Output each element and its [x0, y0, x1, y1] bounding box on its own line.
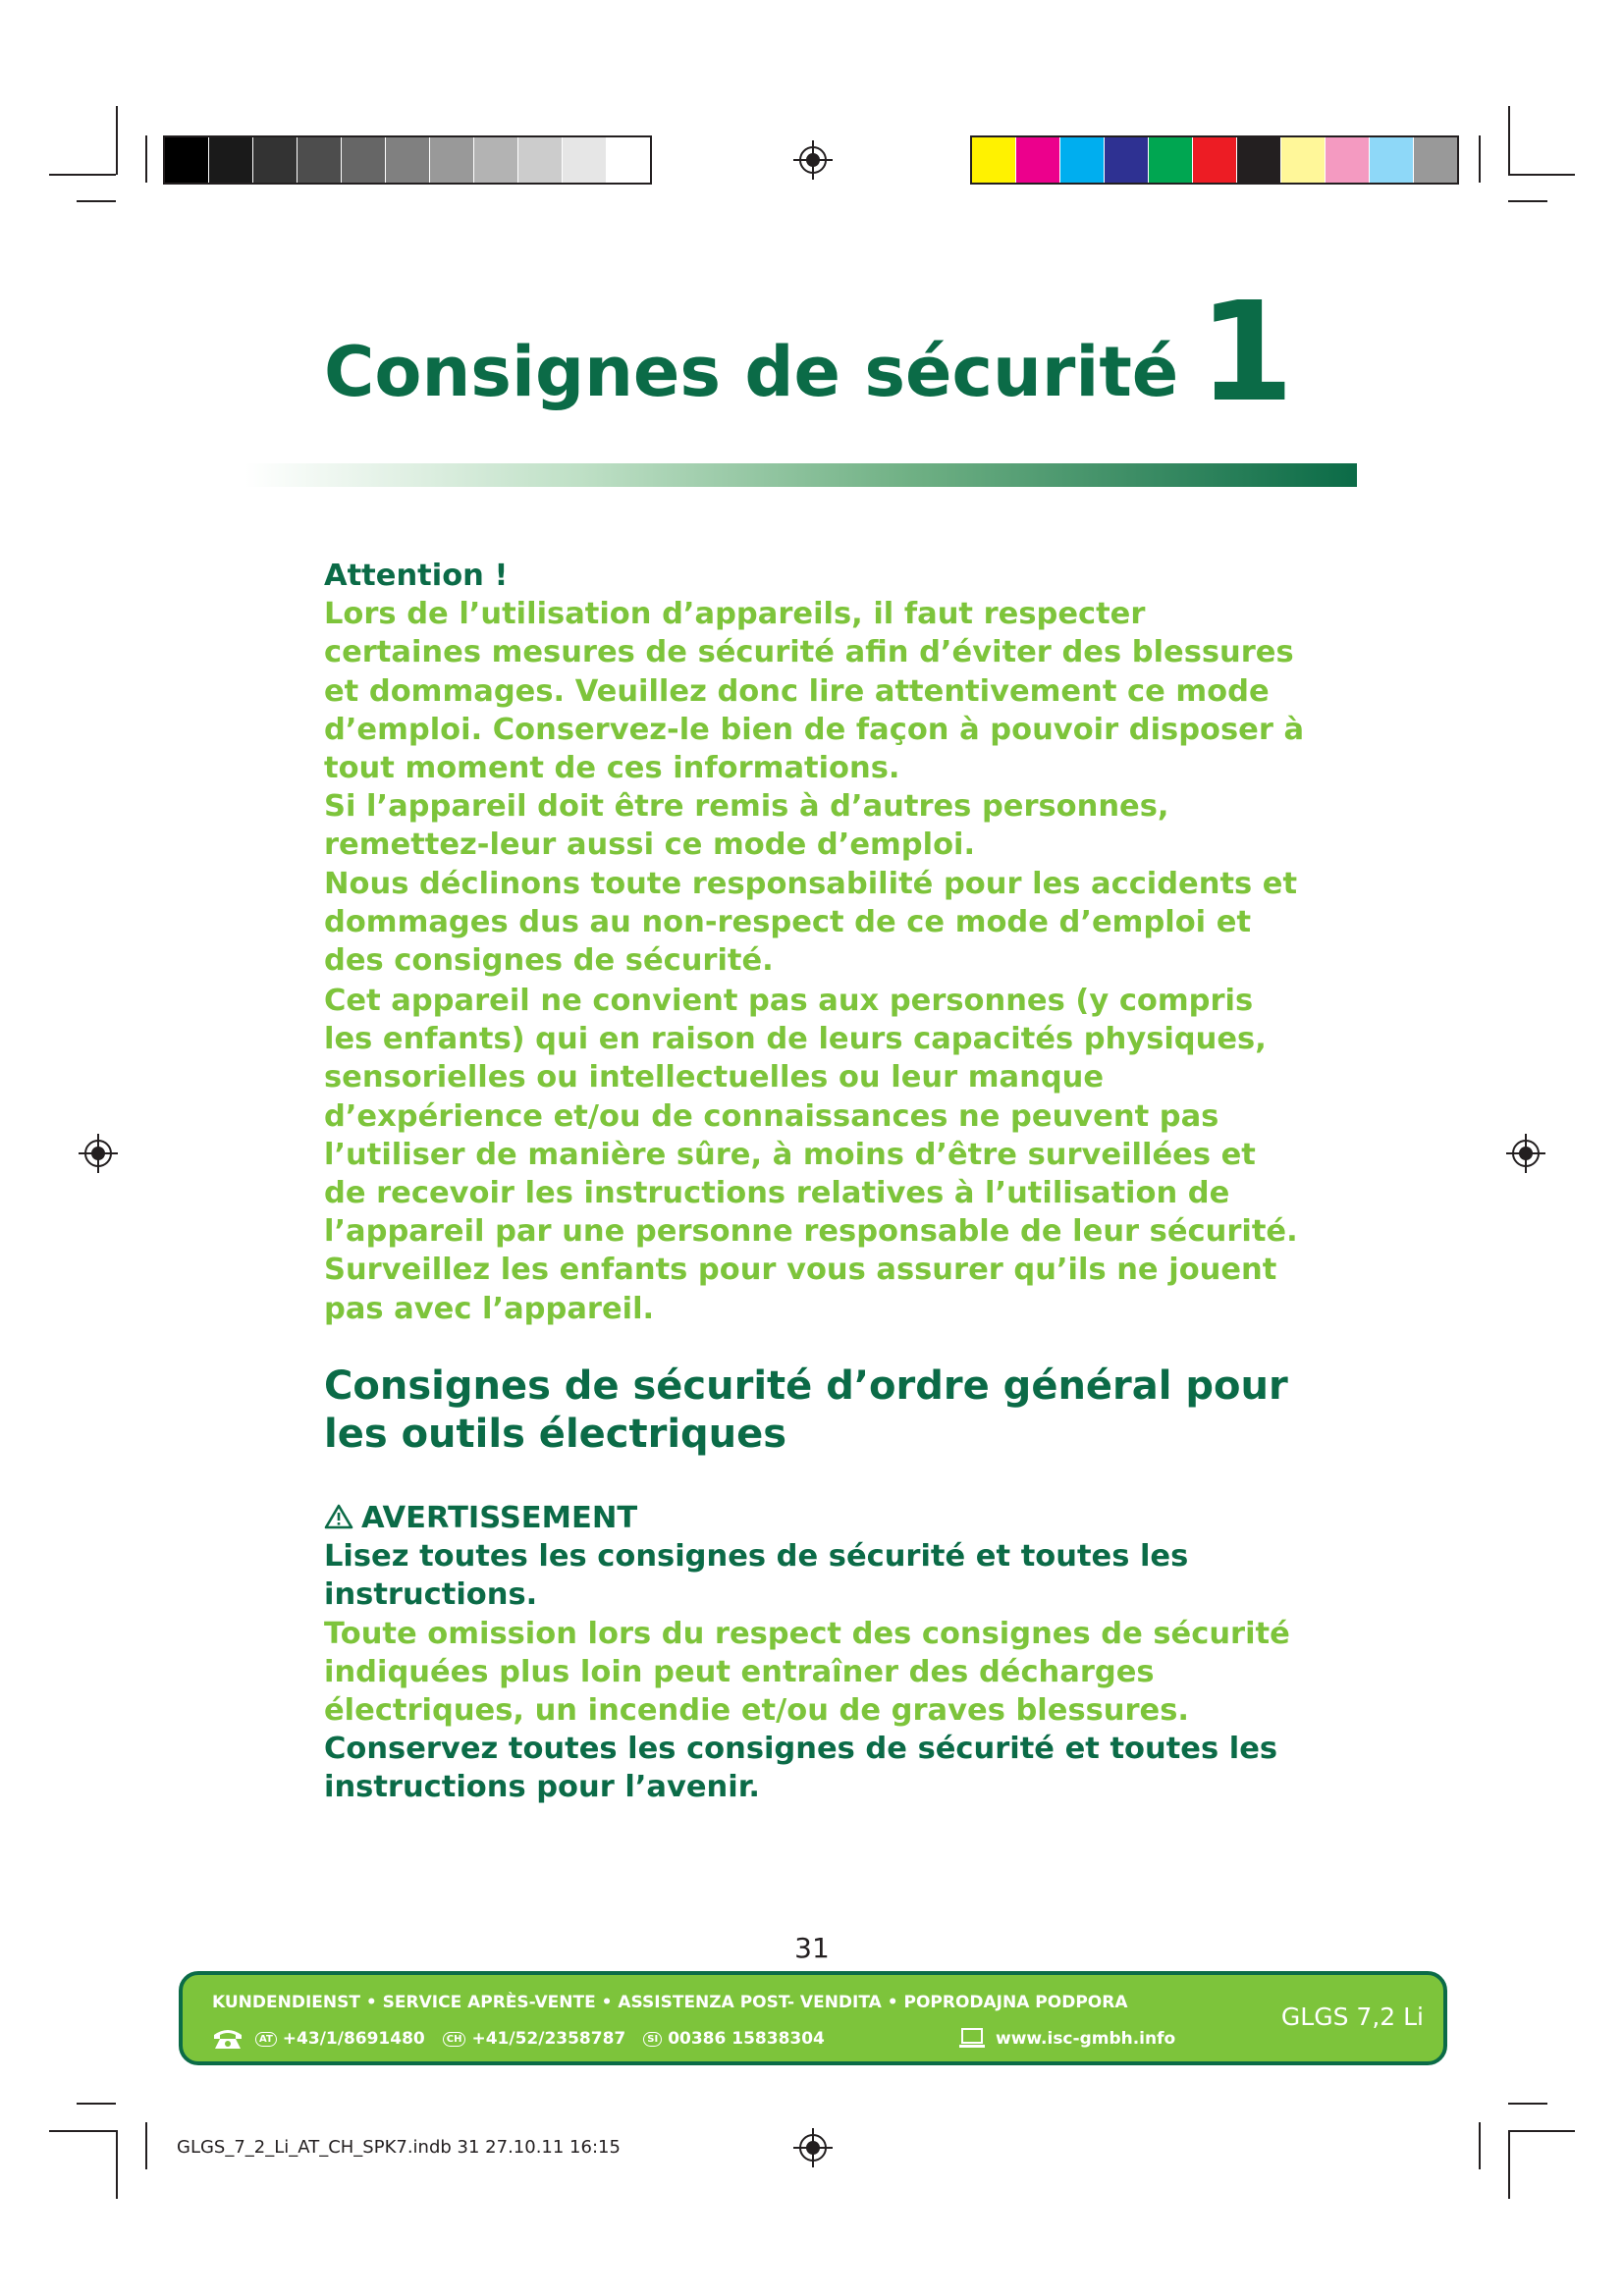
telephone-icon [212, 2027, 244, 2051]
section-title: Consignes de sécurité d’ordre général pour les outils électriques [324, 1363, 1288, 1457]
warning-heading [324, 1499, 1306, 1537]
country-tag-at: AT [255, 2032, 277, 2047]
header-gradient-rule [245, 463, 1357, 487]
print-slug-line: GLGS_7_2_Li_AT_CH_SPK7.indb 31 27.10.11 16:15 [177, 2137, 621, 2158]
grayscale-swatch [341, 137, 385, 183]
process-color-swatch [1413, 137, 1457, 183]
grayscale-swatch [297, 137, 341, 183]
website-link[interactable]: www.isc-gmbh.info [996, 2029, 1176, 2049]
warning-label: AVERTISSEMENT [361, 1501, 638, 1535]
grayscale-swatch [562, 137, 606, 183]
process-color-swatch [1059, 137, 1104, 183]
attention-paragraph-1: Lors de l’utilisation d’appareils, il faut respecter certaines mesures de sécurité afin d’éviter des blessures et dommages. Veuillez donc lire attentivement ce mode d’emploi. Conservez-le bien de façon à pouvoir disposer à tout moment de ces informations. [324, 597, 1305, 786]
process-color-swatch [1192, 137, 1236, 183]
process-color-swatch [1325, 137, 1369, 183]
registration-mark-icon [79, 1134, 118, 1173]
process-color-swatch [1104, 137, 1148, 183]
model-name: GLGS 7,2 Li [1280, 2002, 1424, 2031]
grayscale-swatch [429, 137, 473, 183]
grayscale-swatch [165, 137, 208, 183]
registration-mark-icon [793, 2128, 833, 2167]
phone-number-at: +43/1/8691480 [282, 2029, 425, 2049]
instruction-read-all: Lisez toutes les consignes de sécurité et toutes les instructions. [324, 1539, 1189, 1613]
service-labels: KUNDENDIENST • SERVICE APRÈS-VENTE • ASSISTENZA POST- VENDITA • POPRODAJNA PODPORA [212, 1993, 1128, 2012]
service-footer-banner [179, 1971, 1447, 2065]
laptop-icon [958, 2028, 986, 2050]
phone-number-si: 00386 15838304 [668, 2029, 825, 2049]
phone-number-ch: +41/52/2358787 [471, 2029, 626, 2049]
grayscale-swatch [385, 137, 429, 183]
process-color-swatch [1369, 137, 1413, 183]
instruction-keep-all: Conservez toutes les consignes de sécurité et toutes les instructions pour l’avenir. [324, 1732, 1278, 1805]
process-color-swatch [972, 137, 1015, 183]
grayscale-swatch [208, 137, 252, 183]
process-color-swatch [1015, 137, 1059, 183]
attention-paragraph-2: Si l’appareil doit être remis à d’autres personnes, remettez-leur aussi ce mode d’emploi. [324, 789, 1169, 863]
capacity-notice: Cet appareil ne convient pas aux personnes (y compris les enfants) qui en raison de leurs capacités physiques, sensorielles ou intellectuelles ou leur manque d’expérience et/ou de connaissances ne peuvent pas l’utiliser de manière sûre, à moins d’être surveillées et de recevoir les instructions relatives à l’utilisation de l’appareil par une personne responsable de leur sécurité. Surveillez les enfants pour vous assurer qu’ils ne jouent pas avec l’appareil. [324, 984, 1298, 1326]
country-tag-si: SI [643, 2032, 662, 2047]
page-title: Consignes de sécurité [324, 332, 1179, 412]
attention-heading: Attention ! [324, 559, 509, 593]
process-color-swatch [1280, 137, 1325, 183]
grayscale-swatch [606, 137, 650, 183]
grayscale-swatch [473, 137, 517, 183]
country-tag-ch: CH [443, 2032, 466, 2047]
phone-row [212, 2026, 842, 2052]
warning-text: Toute omission lors du respect des consignes de sécurité indiquées plus loin peut entraîner des décharges électriques, un incendie et/ou de graves blessures. [324, 1616, 1290, 1729]
attention-block [324, 557, 1306, 980]
grayscale-swatch [517, 137, 562, 183]
chapter-number: 1 [1198, 273, 1294, 433]
website-row [958, 2026, 1175, 2052]
grayscale-color-bar [163, 135, 652, 185]
process-color-bar [970, 135, 1459, 185]
registration-mark-icon [1506, 1134, 1545, 1173]
grayscale-swatch [252, 137, 297, 183]
page-number: 31 [794, 1932, 830, 1964]
warning-block [324, 1499, 1306, 1807]
process-color-swatch [1236, 137, 1280, 183]
registration-mark-icon [793, 140, 833, 180]
warning-triangle-icon [324, 1504, 353, 1529]
process-color-swatch [1148, 137, 1192, 183]
attention-paragraph-3: Nous déclinons toute responsabilité pour les accidents et dommages dus au non-respect de ce mode d’emploi et des consignes de sécurité. [324, 866, 1298, 979]
